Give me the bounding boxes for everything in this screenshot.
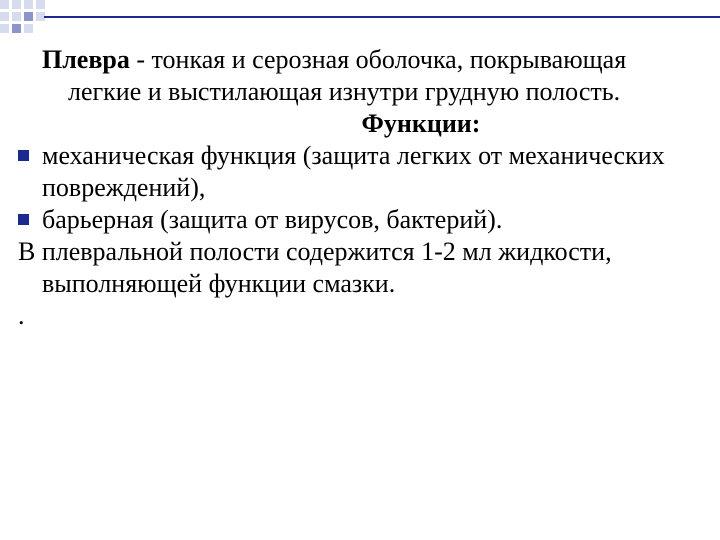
- deco-square: [12, 24, 21, 33]
- deco-square: [12, 12, 21, 21]
- slide-body: [18, 44, 678, 332]
- deco-square: [24, 24, 33, 33]
- trailing-dot: .: [18, 301, 25, 330]
- bullet-text: механическая функция (защита легких от механических повреждений),: [42, 141, 665, 202]
- closing-paragraph: В плевральной полости содержится 1-2 мл жидкости, выполняющей функции смазки.: [18, 237, 612, 298]
- deco-square: [36, 12, 45, 21]
- intro-definition: - тонкая и серозная оболочка, покрывающая легкие и выстилающая изнутри грудную полость.: [68, 45, 627, 106]
- bullet-item: [18, 204, 678, 236]
- bullet-text: барьерная (защита от вирусов, бактерий).: [42, 205, 503, 234]
- intro-paragraph: [18, 44, 678, 108]
- bullet-item: [18, 140, 678, 204]
- deco-square: [24, 12, 33, 21]
- square-bullet-icon: [18, 214, 29, 225]
- term-pleura: Плевра: [42, 45, 130, 74]
- deco-square: [0, 12, 9, 21]
- deco-square: [36, 0, 45, 9]
- deco-square: [0, 0, 9, 9]
- deco-square: [0, 24, 9, 33]
- deco-square: [24, 0, 33, 9]
- top-rule: [44, 16, 720, 18]
- deco-square: [12, 0, 21, 9]
- functions-heading: Функции:: [361, 109, 481, 138]
- square-bullet-icon: [18, 150, 29, 161]
